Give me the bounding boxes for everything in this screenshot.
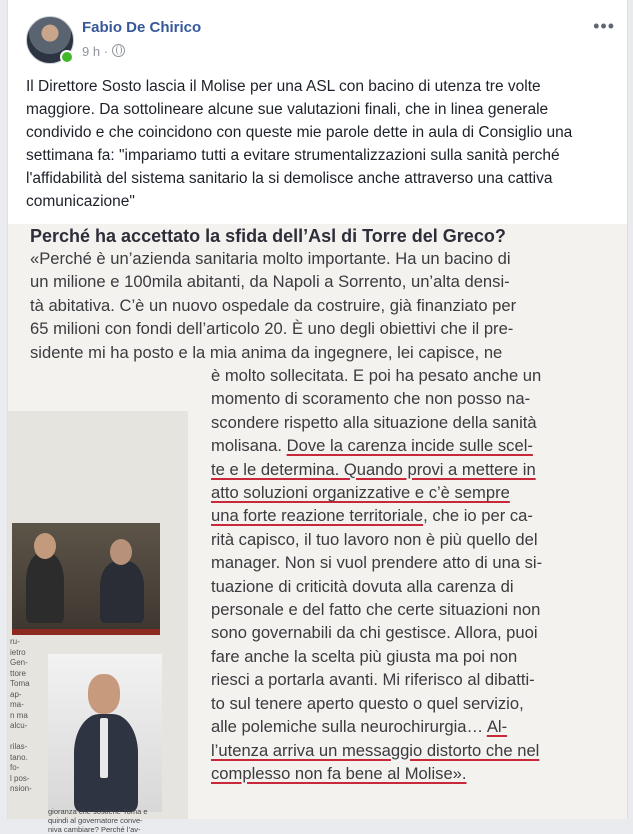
portrait-photo [48,654,162,812]
clipping-top-paragraph: «Perché è un’azienda sanitaria molto importante. Ha un bacino di un milione e 100mila abitanti, da Napoli a Sorrento, un’alta densi- tà abitativa. C’è un nuovo ospedale da costruire, già finanziato per 65 milioni con fondi dell’articolo 20. È uno degli obiettivi che il pre- sidente mi ha posto e la mia anima da ingegnere, lei capisce, ne [30,249,517,362]
newspaper-clipping-image[interactable] [8,224,627,834]
post-time[interactable]: 9 h [82,44,101,59]
photo-caption: gioranza che sostiene Toma e quindi al governatore conve- niva cambiare? Perché l’av- [48,807,148,834]
facebook-post-card [7,0,628,834]
meeting-photo [12,523,160,635]
clipping-headline: Perché ha accettato la sfida dell’Asl di Torre del Greco? [30,226,506,246]
clipping-right-column: è molto sollecitata. E poi ha pesato anche un momento di scoramento che non posso na- scondere rispetto alla situazione della sanità molisana. Dove la carenza incide sulle scel- te e le determina. Quando provi a mettere in atto soluzioni organizzative e c’è sempre una forte reazione territoriale, che io per ca- rità capisco, il tuo lavoro non è più quello del manager. Non si vuol prendere atto di una si- tuazione di criticità dovuta alla carenza di personale e del fatto che certe situazioni non sono governabili da chi gestisce. Allora, puoi fare anche la scelta più giusta ma poi non riesci a portarla avanti. Mi riferisco al dibatti- to sul tenere aperto questo o quel servizio, alle polemiche sulla neurochirurgia… Al- l’utenza arriva un messaggio distorto che nel complesso non fa bene al Molise». [211,366,543,783]
author-name[interactable]: Fabio De Chirico [82,19,202,36]
post-text: Il Direttore Sosto lascia il Molise per una ASL con bacino di utenza tre volte maggiore. Da sottolineare alcune sue valutazioni finali, che in linea generale condivido e che coincidono con queste mie parole dette in aula di Consiglio una settimana fa: "impariamo tutti a evitare strumentalizzazioni sulla sanità perché l'affidabilità del sistema sanitario la si demolisce anche attraverso una cattiva comunicazione" [26,78,573,210]
clipping-left-column [8,411,188,834]
online-status-dot [60,50,74,64]
globe-icon [112,44,125,57]
more-options-icon[interactable]: ••• [593,16,615,36]
post-meta: 9 h · [82,44,125,59]
side-column-text: ru- ietro Gen- ttore Toma ap- ma- n ma alcu- rilas- tano. fo- l pos- nsion- [10,637,32,793]
